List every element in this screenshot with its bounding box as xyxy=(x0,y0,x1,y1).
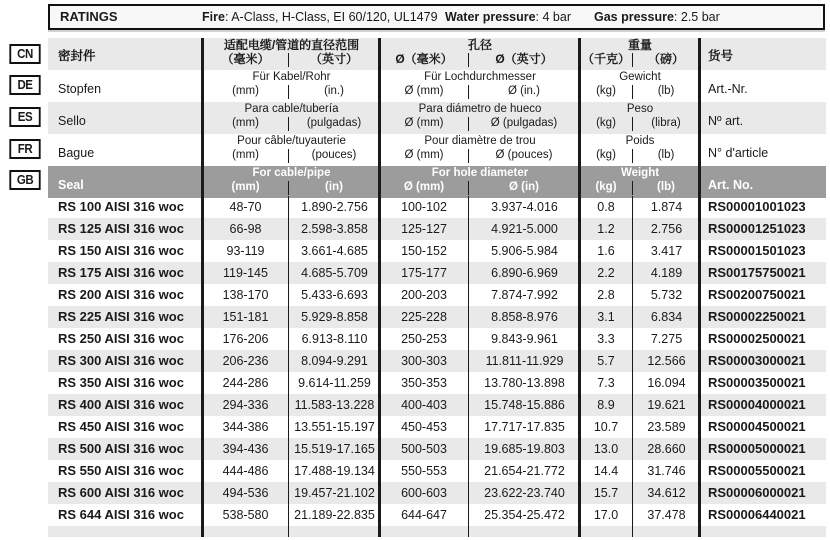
weight-kg-unit: (kg) xyxy=(596,85,616,97)
weight-header-group xyxy=(580,70,700,102)
language-badge: FR xyxy=(9,139,40,159)
table-row xyxy=(48,416,826,438)
hole-in-cell: 4.921-5.000 xyxy=(468,218,580,240)
weight-lb-cell: 16.094 xyxy=(632,372,700,394)
art-no-header-cell: Art.-Nr. xyxy=(708,82,748,96)
art-no-cell: RS00001501023 xyxy=(708,243,806,258)
seal-name-cell: RS 500 AISI 316 woc xyxy=(58,441,184,456)
cable-in-cell: 17.488-19.134 xyxy=(288,460,380,482)
rating-label: Water pressure xyxy=(445,10,536,24)
weight-lb-unit: (lb) xyxy=(657,149,675,161)
art-no-header-cell: N° d'article xyxy=(708,146,769,160)
hole-diameter-units xyxy=(380,52,580,67)
table-row xyxy=(48,196,826,218)
weight-lb-cell: 19.621 xyxy=(632,394,700,416)
seal-spec-table xyxy=(48,38,826,537)
weight-kg-cell: 0.8 xyxy=(597,200,615,214)
cable-pipe-group-label: 适配电缆/管道的直径范围 xyxy=(223,38,360,52)
rating-value: : 4 bar xyxy=(535,10,571,24)
cable-mm-unit: (mm) xyxy=(232,117,259,129)
cable-mm-cell: 394-436 xyxy=(222,442,269,456)
cable-pipe-group-label: Pour câble/tuyauterie xyxy=(237,135,346,147)
hole-in-unit: Ø（英寸） xyxy=(495,52,553,66)
header-row xyxy=(48,102,826,134)
cable-mm-cell: 176-206 xyxy=(222,332,269,346)
hole-mm-cell: 500-503 xyxy=(401,442,447,456)
language-badge: DE xyxy=(9,75,40,95)
seal-term-cell: Sello xyxy=(58,114,86,128)
weight-units xyxy=(580,148,700,163)
cable-mm-cell: 244-286 xyxy=(222,376,269,390)
art-no-cell: RS00003500021 xyxy=(708,375,806,390)
art-no-cell: RS00001251023 xyxy=(708,221,806,236)
hole-in-cell: 9.843-9.961 xyxy=(468,328,580,350)
language-badge: CN xyxy=(9,44,40,64)
seal-term-cell: Bague xyxy=(58,146,95,160)
hole-diameter-header-group xyxy=(380,70,580,102)
language-badge-slot xyxy=(8,101,48,133)
seal-term-cell: Stopfen xyxy=(58,82,102,96)
seal-name-cell: RS 100 AISI 316 woc xyxy=(58,199,184,214)
cable-pipe-header-group xyxy=(203,166,380,198)
weight-kg-cell: 5.7 xyxy=(597,354,615,368)
hole-in-cell: 6.890-6.969 xyxy=(468,262,580,284)
hole-in-cell: 17.717-17.835 xyxy=(468,416,580,438)
unit-divider xyxy=(288,85,289,99)
seal-name-cell: RS 550 AISI 316 woc xyxy=(58,463,184,478)
unit-divider xyxy=(632,117,633,131)
weight-kg-unit: (kg) xyxy=(596,149,616,161)
table-row xyxy=(48,262,826,284)
hole-in-cell: 11.811-11.929 xyxy=(468,350,580,372)
hole-diameter-units xyxy=(380,180,580,195)
language-badge-slot xyxy=(8,70,48,102)
group-separator-line xyxy=(698,38,701,537)
weight-lb-cell: 4.189 xyxy=(632,262,700,284)
cable-in-cell: 6.913-8.110 xyxy=(288,328,380,350)
weight-lb-unit: (lb) xyxy=(657,85,675,97)
art-no-cell: RS00002250021 xyxy=(708,309,806,324)
unit-divider xyxy=(288,149,289,163)
hole-mm-cell: 250-253 xyxy=(401,332,447,346)
hole-mm-cell: 175-177 xyxy=(401,266,447,280)
seal-name-cell: RS 644 AISI 316 woc xyxy=(58,507,184,522)
art-no-cell: RS00004000021 xyxy=(708,397,806,412)
hole-mm-cell: 200-203 xyxy=(401,288,447,302)
unit-divider xyxy=(632,149,633,163)
cable-in-cell: 13.551-15.197 xyxy=(288,416,380,438)
language-badge: ES xyxy=(9,107,40,127)
art-no-header-cell: Nº art. xyxy=(708,114,744,128)
hole-diameter-units xyxy=(380,84,580,99)
weight-kg-cell: 1.2 xyxy=(597,222,615,236)
table-row xyxy=(48,460,826,482)
weight-units xyxy=(580,52,700,67)
group-separator-line xyxy=(578,38,581,537)
rating-value: : A-Class, H-Class, EI 60/120, UL1479 xyxy=(224,10,438,24)
seal-name-cell: RS 250 AISI 316 woc xyxy=(58,331,184,346)
seal-name-cell: RS 300 AISI 316 woc xyxy=(58,353,184,368)
hole-in-cell: 15.748-15.886 xyxy=(468,394,580,416)
seal-name-cell: RS 125 AISI 316 woc xyxy=(58,221,184,236)
cable-mm-cell: 294-336 xyxy=(222,398,269,412)
group-separator-line xyxy=(201,38,204,537)
weight-header-group xyxy=(580,134,700,166)
table-row xyxy=(48,240,826,262)
weight-kg-cell: 2.2 xyxy=(597,266,615,280)
cable-in-cell: 3.661-4.685 xyxy=(288,240,380,262)
weight-lb-cell: 7.275 xyxy=(632,328,700,350)
unit-divider xyxy=(288,117,289,131)
cable-mm-unit: (mm) xyxy=(232,149,259,161)
weight-group-label: Weight xyxy=(620,167,660,179)
cable-mm-cell: 66-98 xyxy=(229,222,262,236)
table-row xyxy=(48,218,826,240)
cable-mm-unit: （毫米） xyxy=(221,52,270,66)
art-no-cell: RS00003000021 xyxy=(708,353,806,368)
unit-divider xyxy=(288,181,289,195)
weight-lb-cell: 23.589 xyxy=(632,416,700,438)
weight-lb-cell: 2.756 xyxy=(632,218,700,240)
cable-pipe-group-label: Für Kabel/Rohr xyxy=(252,71,331,83)
hole-mm-unit: Ø (mm) xyxy=(404,117,444,129)
hole-in-cell: 8.858-8.976 xyxy=(468,306,580,328)
cable-in-cell: 11.583-13.228 xyxy=(288,394,380,416)
hole-diameter-header-group xyxy=(380,38,580,70)
rating-item xyxy=(594,6,720,28)
weight-kg-cell: 13.0 xyxy=(593,442,619,456)
weight-lb-cell: 5.732 xyxy=(632,284,700,306)
art-no-cell: RS00005500021 xyxy=(708,463,806,478)
cutoff-row-strip xyxy=(48,526,826,537)
table-row xyxy=(48,328,826,350)
cable-mm-cell: 48-70 xyxy=(229,200,262,214)
hole-mm-cell: 450-453 xyxy=(401,420,447,434)
weight-units xyxy=(580,180,700,195)
cable-in-unit: (in.) xyxy=(324,85,344,97)
hole-in-unit: Ø (in.) xyxy=(508,85,540,97)
hole-mm-cell: 550-553 xyxy=(401,464,447,478)
cable-in-unit: (in) xyxy=(325,181,343,193)
seal-name-cell: RS 450 AISI 316 woc xyxy=(58,419,184,434)
unit-divider xyxy=(632,181,633,195)
cable-mm-cell: 151-181 xyxy=(222,310,269,324)
weight-kg-cell: 1.6 xyxy=(597,244,615,258)
cable-mm-cell: 93-119 xyxy=(226,244,265,258)
weight-group-label: Poids xyxy=(625,135,655,147)
cable-mm-cell: 138-170 xyxy=(222,288,269,302)
weight-lb-cell: 1.874 xyxy=(632,196,700,218)
cable-mm-cell: 494-536 xyxy=(222,486,269,500)
art-no-header-cell: 货号 xyxy=(708,49,734,63)
cable-mm-cell: 206-236 xyxy=(222,354,269,368)
unit-divider xyxy=(468,117,469,131)
art-no-cell: RS00002500021 xyxy=(708,331,806,346)
cable-in-cell: 4.685-5.709 xyxy=(288,262,380,284)
cable-in-unit: (pulgadas) xyxy=(306,117,362,129)
art-no-cell: RS00175750021 xyxy=(708,265,806,280)
hole-mm-unit: Ø (mm) xyxy=(403,181,445,193)
cable-in-unit: （英寸） xyxy=(309,52,358,66)
table-header xyxy=(48,38,826,196)
hole-mm-cell: 644-647 xyxy=(401,508,447,522)
art-no-cell: RS00001001023 xyxy=(708,199,806,214)
rating-label: Gas pressure xyxy=(594,10,674,24)
language-badge-slot xyxy=(8,38,48,70)
seal-name-cell: RS 150 AISI 316 woc xyxy=(58,243,184,258)
cable-pipe-units xyxy=(203,84,380,99)
hole-diameter-header-group xyxy=(380,166,580,198)
rating-value: : 2.5 bar xyxy=(673,10,720,24)
table-row xyxy=(48,372,826,394)
hole-in-cell: 5.906-5.984 xyxy=(468,240,580,262)
weight-kg-cell: 10.7 xyxy=(593,420,619,434)
cable-pipe-units xyxy=(203,180,380,195)
rating-item xyxy=(202,6,438,28)
table-row xyxy=(48,394,826,416)
hole-diameter-group-label: Pour diamètre de trou xyxy=(424,135,536,147)
weight-lb-cell: 6.834 xyxy=(632,306,700,328)
hole-diameter-units xyxy=(380,116,580,131)
header-row xyxy=(48,38,826,70)
seal-name-cell: RS 350 AISI 316 woc xyxy=(58,375,184,390)
weight-header-group xyxy=(580,38,700,70)
hole-diameter-header-group xyxy=(380,102,580,134)
hole-in-cell: 3.937-4.016 xyxy=(468,196,580,218)
seal-term-cell: Seal xyxy=(58,178,84,192)
hole-mm-cell: 225-228 xyxy=(401,310,447,324)
hole-mm-cell: 600-603 xyxy=(401,486,447,500)
table-row xyxy=(48,306,826,328)
table-row xyxy=(48,504,826,526)
seal-term-cell: 密封件 xyxy=(58,49,96,63)
weight-header-group xyxy=(580,166,700,198)
language-badge-column xyxy=(8,38,48,196)
language-badge-slot xyxy=(8,133,48,165)
weight-header-group xyxy=(580,102,700,134)
art-no-cell: RS00200750021 xyxy=(708,287,806,302)
table-row xyxy=(48,284,826,306)
cable-in-cell: 21.189-22.835 xyxy=(288,504,380,526)
weight-group-label: Gewicht xyxy=(619,71,661,83)
cable-mm-cell: 119-145 xyxy=(223,266,268,280)
hole-mm-cell: 150-152 xyxy=(401,244,447,258)
cable-in-cell: 5.929-8.858 xyxy=(288,306,380,328)
unit-divider xyxy=(288,53,289,67)
cable-pipe-units xyxy=(203,148,380,163)
art-no-header-cell: Art. No. xyxy=(708,178,754,192)
art-no-cell: RS00006000021 xyxy=(708,485,806,500)
language-badge: GB xyxy=(9,170,40,190)
cable-pipe-group-label: Para cable/tubería xyxy=(244,103,339,115)
cable-in-unit: (pouces) xyxy=(311,149,357,161)
hole-in-cell: 13.780-13.898 xyxy=(468,372,580,394)
weight-group-label: Peso xyxy=(626,103,654,115)
cable-mm-cell: 344-386 xyxy=(222,420,269,434)
hole-mm-cell: 400-403 xyxy=(401,398,447,412)
unit-divider xyxy=(632,85,633,99)
unit-divider xyxy=(468,85,469,99)
header-row xyxy=(48,166,826,198)
unit-divider xyxy=(468,149,469,163)
weight-lb-unit: (libra) xyxy=(651,117,681,129)
hole-in-cell: 25.354-25.472 xyxy=(468,504,580,526)
cable-pipe-header-group xyxy=(203,102,380,134)
weight-kg-unit: (kg) xyxy=(595,181,617,193)
cable-pipe-group-label: For cable/pipe xyxy=(252,167,331,179)
hole-in-unit: Ø (in) xyxy=(508,181,540,193)
hole-mm-cell: 125-127 xyxy=(401,222,447,236)
weight-group-label: 重量 xyxy=(627,38,652,52)
unit-divider xyxy=(468,181,469,195)
hole-in-unit: Ø (pouces) xyxy=(495,149,553,161)
weight-kg-cell: 17.0 xyxy=(593,508,619,522)
cable-in-cell: 2.598-3.858 xyxy=(288,218,380,240)
art-no-cell: RS00006440021 xyxy=(708,507,806,522)
hole-in-cell: 21.654-21.772 xyxy=(468,460,580,482)
seal-name-cell: RS 225 AISI 316 woc xyxy=(58,309,184,324)
weight-kg-unit: （千克） xyxy=(581,52,630,66)
seal-name-cell: RS 175 AISI 316 woc xyxy=(58,265,184,280)
hole-mm-cell: 100-102 xyxy=(401,200,447,214)
group-separator-line xyxy=(378,38,381,537)
header-row xyxy=(48,134,826,166)
weight-kg-cell: 15.7 xyxy=(593,486,619,500)
cable-pipe-units xyxy=(203,116,380,131)
weight-kg-cell: 8.9 xyxy=(597,398,615,412)
cable-pipe-header-group xyxy=(203,38,380,70)
rating-label: Fire xyxy=(202,10,225,24)
cable-pipe-header-group xyxy=(203,134,380,166)
ratings-title: RATINGS xyxy=(60,9,118,24)
cable-pipe-header-group xyxy=(203,70,380,102)
weight-lb-cell: 31.746 xyxy=(632,460,700,482)
header-row xyxy=(48,70,826,102)
hole-diameter-units xyxy=(380,148,580,163)
hole-diameter-group-label: 孔径 xyxy=(467,38,492,52)
cable-pipe-units xyxy=(203,52,380,67)
hole-diameter-header-group xyxy=(380,134,580,166)
hole-diameter-group-label: For hole diameter xyxy=(431,167,529,179)
hole-mm-unit: Ø (mm) xyxy=(404,85,444,97)
hole-diameter-group-label: Para diámetro de hueco xyxy=(418,103,542,115)
table-row xyxy=(48,438,826,460)
hole-mm-unit: Ø (mm) xyxy=(404,149,444,161)
cable-in-cell: 8.094-9.291 xyxy=(288,350,380,372)
table-row xyxy=(48,350,826,372)
hole-in-unit: Ø (pulgadas) xyxy=(490,117,558,129)
seal-name-cell: RS 400 AISI 316 woc xyxy=(58,397,184,412)
hole-mm-cell: 350-353 xyxy=(401,376,447,390)
cable-in-cell: 19.457-21.102 xyxy=(288,482,380,504)
weight-kg-cell: 3.3 xyxy=(597,332,615,346)
hole-diameter-group-label: Für Lochdurchmesser xyxy=(424,71,536,83)
cable-in-cell: 1.890-2.756 xyxy=(288,196,380,218)
weight-kg-cell: 3.1 xyxy=(597,310,615,324)
cable-in-cell: 15.519-17.165 xyxy=(288,438,380,460)
cable-in-cell: 5.433-6.693 xyxy=(288,284,380,306)
weight-lb-cell: 3.417 xyxy=(632,240,700,262)
weight-kg-cell: 7.3 xyxy=(597,376,615,390)
weight-lb-cell: 37.478 xyxy=(632,504,700,526)
table-row xyxy=(48,482,826,504)
hole-in-cell: 7.874-7.992 xyxy=(468,284,580,306)
ratings-bar xyxy=(48,4,825,30)
weight-kg-unit: (kg) xyxy=(596,117,616,129)
weight-kg-cell: 14.4 xyxy=(593,464,619,478)
hole-in-cell: 23.622-23.740 xyxy=(468,482,580,504)
weight-units xyxy=(580,84,700,99)
weight-kg-cell: 2.8 xyxy=(597,288,615,302)
hole-mm-cell: 300-303 xyxy=(401,354,447,368)
cable-mm-unit: (mm) xyxy=(232,85,259,97)
unit-divider xyxy=(632,53,633,67)
cable-in-cell: 9.614-11.259 xyxy=(288,372,380,394)
hole-mm-unit: Ø（毫米） xyxy=(395,52,453,66)
weight-lb-cell: 28.660 xyxy=(632,438,700,460)
art-no-cell: RS00005000021 xyxy=(708,441,806,456)
cable-mm-cell: 538-580 xyxy=(222,508,269,522)
unit-divider xyxy=(468,53,469,67)
weight-lb-cell: 34.612 xyxy=(632,482,700,504)
cable-mm-cell: 444-486 xyxy=(222,464,269,478)
rating-item xyxy=(445,6,571,28)
weight-lb-unit: （磅） xyxy=(647,52,684,66)
art-no-cell: RS00004500021 xyxy=(708,419,806,434)
weight-lb-cell: 12.566 xyxy=(632,350,700,372)
cable-mm-unit: (mm) xyxy=(231,181,260,193)
weight-units xyxy=(580,116,700,131)
language-badge-slot xyxy=(8,164,48,196)
seal-name-cell: RS 600 AISI 316 woc xyxy=(58,485,184,500)
table-body xyxy=(48,196,826,526)
weight-lb-unit: (lb) xyxy=(657,181,675,193)
hole-in-cell: 19.685-19.803 xyxy=(468,438,580,460)
seal-name-cell: RS 200 AISI 316 woc xyxy=(58,287,184,302)
